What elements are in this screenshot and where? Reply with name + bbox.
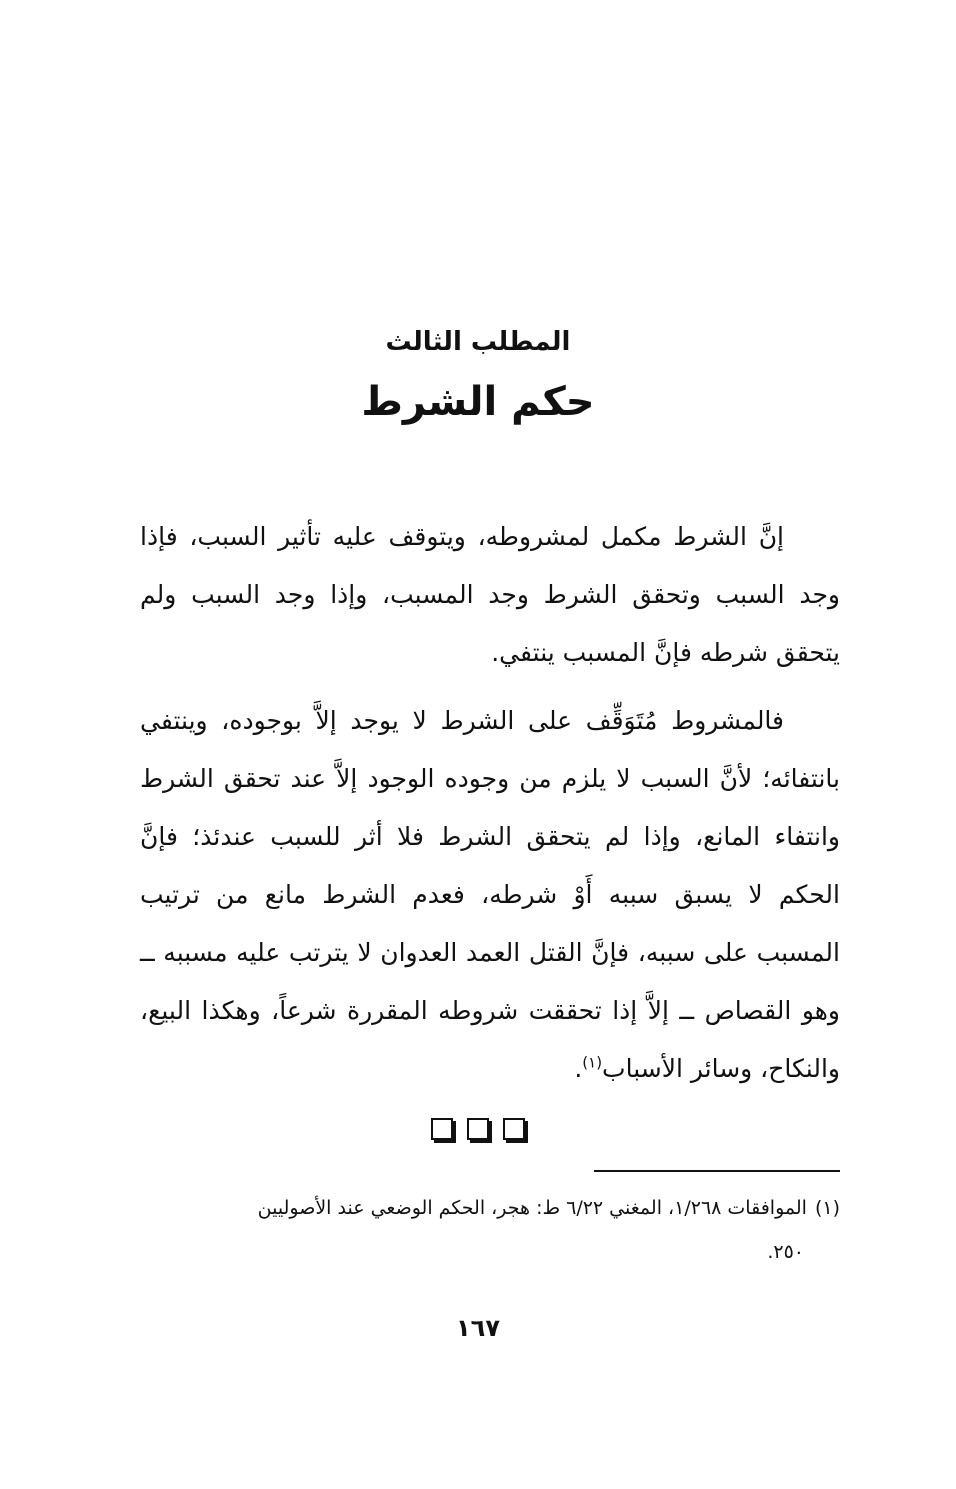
footnote-text: الموافقات ١/٢٦٨، المغني ٦/٢٢ ط: هجر، الحكم الوضعي عند الأصوليين: [257, 1197, 807, 1219]
body-text: [140, 508, 840, 1098]
square-ornament-icon: [431, 1118, 453, 1140]
footnote-line-1: [140, 1186, 840, 1230]
footnote-reference[interactable]: (١): [582, 1053, 603, 1072]
paragraph-1-text: إنَّ الشرط مكمل لمشروطه، ويتوقف عليه تأثير السبب، فإذا وجد السبب وتحقق الشرط وجد المسبب، وإذا وجد السبب ولم يتحقق شرطه فإنَّ المسبب ينتفي.: [140, 522, 840, 667]
footnote-separator: [594, 1170, 840, 1172]
square-ornament-icon: [503, 1118, 525, 1140]
section-end-marks: [0, 1118, 956, 1140]
section-label: المطلب الثالث: [385, 327, 571, 357]
page-number: ١٦٧: [456, 1314, 500, 1342]
footnote-number: (١): [814, 1197, 840, 1219]
square-ornament-icon: [467, 1118, 489, 1140]
paragraph-2-text: فالمشروط مُتَوَقِّف على الشرط لا يوجد إلاَّ بوجوده، وينتفي بانتفائه؛ لأنَّ السبب لا يلزم من وجوده الوجود إلاَّ عند تحقق الشرط وانتفاء المانع، وإذا لم يتحقق الشرط فلا أثر للسبب عندئذ؛ فإنَّ الحكم لا يسبق سببه أَوْ شرطه، فعدم الشرط مانع من ترتيب المسبب على سببه، فإنَّ القتل العمد العدوان لا يترتب عليه مسببه ــ وهو القصاص ــ إلاَّ إذا تحققت شروطه المقررة شرعاً، وهكذا البيع، والنكاح، وسائر الأسباب: [140, 706, 840, 1083]
footnote: [140, 1186, 840, 1274]
section-title: حكم الشرط: [361, 379, 595, 425]
paragraph-2: [140, 692, 840, 1098]
paragraph-1: [140, 508, 840, 682]
footnote-line-2: ٢٥٠.: [767, 1241, 804, 1263]
paragraph-2-end: .: [574, 1054, 583, 1083]
